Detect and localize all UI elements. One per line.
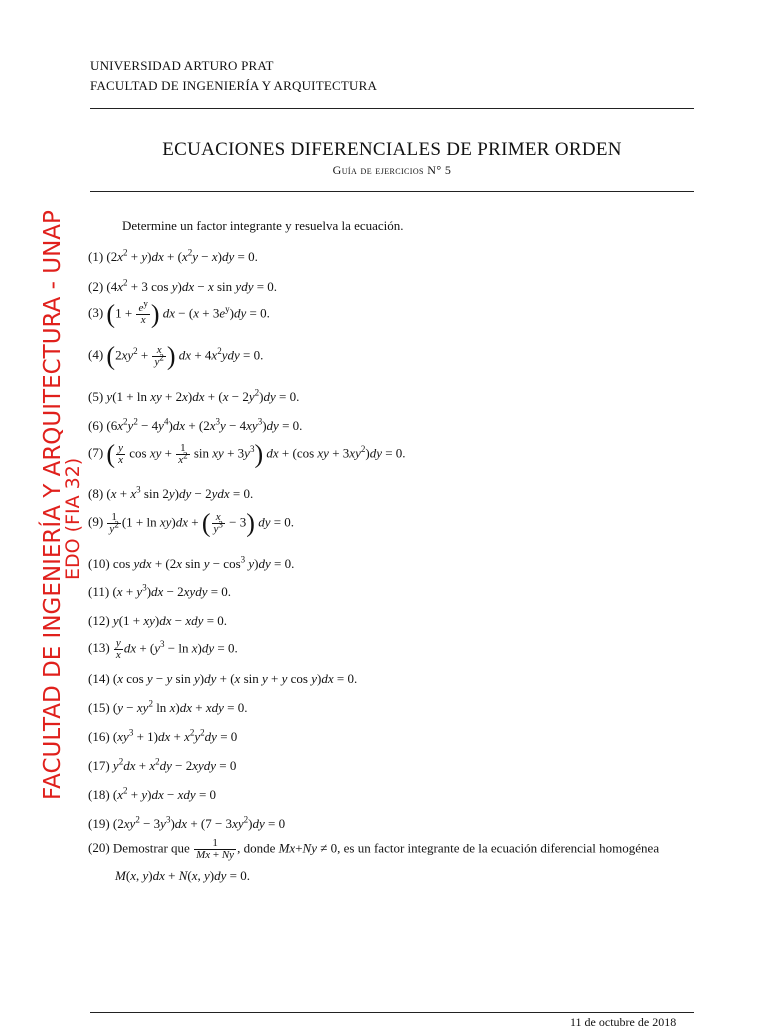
exercise-number: (10) <box>88 556 110 571</box>
exercise-number: (19) <box>88 816 110 831</box>
university-name: UNIVERSIDAD ARTURO PRAT <box>90 58 274 73</box>
exercise-20-tail: , es un factor integrante de la ecuación diferencial homogénea <box>337 840 660 856</box>
exercise-number: (20) <box>88 840 110 856</box>
page-title: ECUACIONES DIFERENCIALES DE PRIMER ORDEN <box>162 139 622 160</box>
exercise-number: (8) <box>88 486 104 501</box>
exercise-11: (11) $(x + y^3)dx$ − 2xydy = 0. <box>88 582 232 599</box>
header-rule <box>90 108 694 109</box>
exercise-5: (5) y(1 + ln xy + $2x)dx + (x - 2y^2)dy = 0$. <box>88 387 300 404</box>
faculty-name: FACULTAD DE INGENIERÍA Y ARQUITECTURA <box>90 78 378 93</box>
exercise-19: (19) $(2xy^2 - 3y^3)dx + (7 - 3xy^2)dy = 0$ <box>88 814 286 831</box>
exercise-number: (9) <box>88 514 104 530</box>
exercise-3: (3) (1 + $\frac{e^y}{x}$ ) dx − $(x + 3e^y)dy = 0$. <box>88 298 270 329</box>
exercise-14: (14) (x cos y − y sin y)dy + (x sin y + y cos y)dx = 0. <box>88 671 358 686</box>
exercise-9: (9) $\frac{1}{y^2}$ (1 + ln xy)dx + ( $\frac{x}{y^3}$ − 3) dy = 0. <box>88 508 295 538</box>
exercise-number: (14) <box>88 671 110 686</box>
exercise-20-lead: Demostrar que <box>112 840 190 856</box>
exercise-20: (20) Demostrar que $\frac{1}{Mx + Ny}$ , donde Mx+Ny ≠ 0, es un factor integrante de la ecuación diferencial homogénea <box>88 837 660 861</box>
exercise-number: (15) <box>88 700 110 715</box>
title-rule <box>90 191 694 192</box>
exercise-17: (17) $y^2dx + x^2dy$ − 2xydy = 0 <box>88 756 237 773</box>
exercise-20-equation: M(x, y)dx + N(x, y)dy = 0. <box>115 868 251 883</box>
exercise-18: (18) $(x^2 + y)dx$ − xdy = 0 <box>88 785 217 802</box>
exercise-number: (1) <box>88 249 104 264</box>
exercise-4: (4) ($2xy^2$ + $\frac{x}{y^2}$ ) dx + $4x^2ydy = 0$. <box>88 341 264 371</box>
footer-rule <box>90 1012 694 1013</box>
exercise-number: (3) <box>88 305 104 321</box>
exercise-1: (1) $(2x^2 + y)dx + (x^2y - x)dy = 0$. <box>88 247 258 264</box>
footer-date: 11 de octubre de 2018 <box>570 1015 677 1029</box>
institution-header <box>90 56 377 96</box>
exercise-number: (11) <box>88 584 110 599</box>
exercise-15: (15) ($y - xy^2$ ln x)dx + xdy = 0. <box>88 698 248 715</box>
side-course-label: EDO (FIA 32) <box>62 457 84 580</box>
exercise-number: (12) <box>88 613 110 628</box>
exercise-number: (16) <box>88 729 110 744</box>
exercise-number: (7) <box>88 445 104 461</box>
exercise-number: (6) <box>88 418 104 433</box>
exercise-8: (8) ($x + x^3$ sin 2y)dy − 2ydx = 0. <box>88 484 254 501</box>
page-subtitle: Guía de ejercicios N° 5 <box>332 163 452 177</box>
exercise-12: (12) y(1 + xy)dx − xdy = 0. <box>88 613 228 628</box>
exercise-20-middle: , donde <box>237 840 276 856</box>
exercise-number: (17) <box>88 758 110 773</box>
exercise-16: (16) $(xy^3 + 1)dx + x^2y^2dy = 0$ <box>88 727 238 744</box>
exercise-2: (2) ($4x^2 + 3$ cos y)dx − x sin ydy = 0. <box>88 277 278 294</box>
exercise-number: (18) <box>88 787 110 802</box>
exercise-7: (7) ( $\frac{y}{x}$ cos xy + $\frac{1}{x^2}$ sin xy + $3y^3$) dx + (cos xy + $3xy^2)dy = 0$. <box>88 439 406 469</box>
exercise-number: (2) <box>88 279 104 294</box>
exercise-6: (6) $(6x^2y^2 - 4y^4)dx + (2x^3y - 4xy^3)dy = 0$. <box>88 416 303 433</box>
exercise-13: (13) $\frac{y}{x}$ dx + $(y^3 - \ln x)dy = 0$. <box>88 637 238 661</box>
exercise-number: (5) <box>88 389 104 404</box>
instruction-text: Determine un factor integrante y resuelva la ecuación. <box>122 218 404 233</box>
exercise-10: (10) cos ydx + (2x $\sin y - \cos^3 y)dy = 0$. <box>88 554 295 571</box>
exercise-number: (13) <box>88 640 110 656</box>
exercise-number: (4) <box>88 347 104 363</box>
side-faculty-label: FACULTAD DE INGENIERÍA Y ARQUITECTURA - UNAP <box>40 210 66 800</box>
